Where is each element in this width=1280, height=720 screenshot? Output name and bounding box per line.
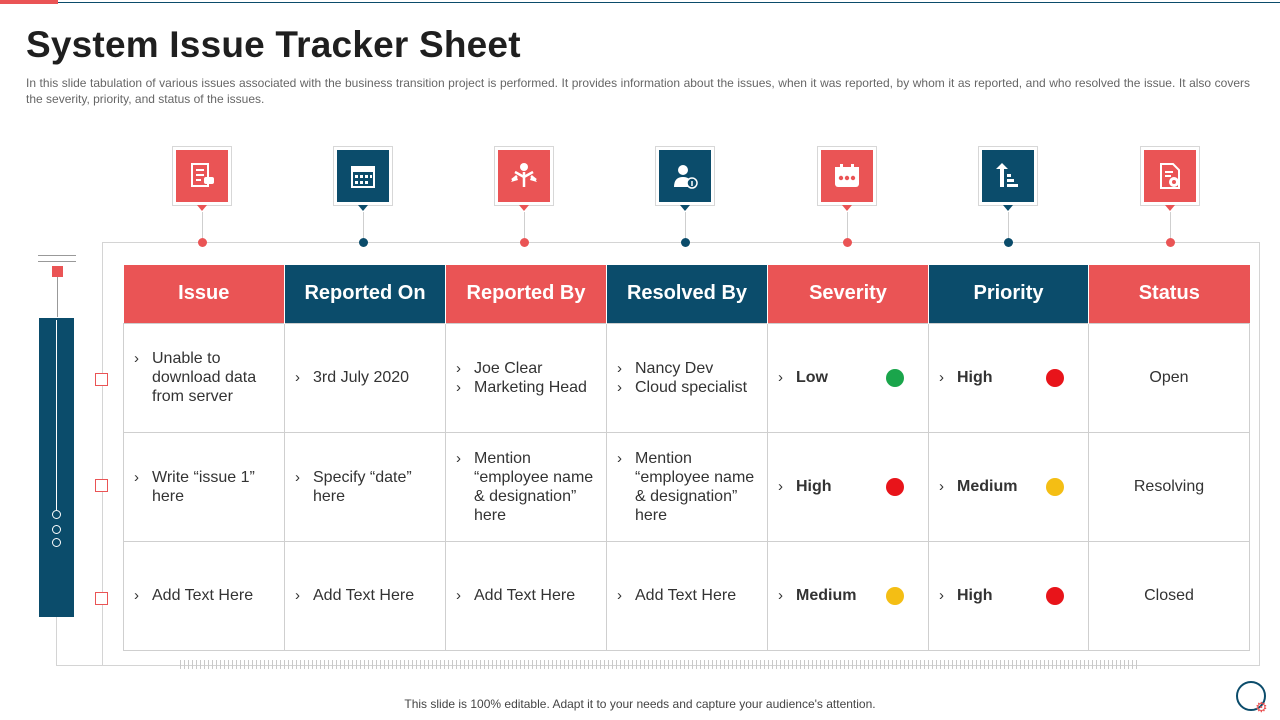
- calendar-dots-icon-tile: [817, 146, 877, 206]
- priority-arrow-icon: [982, 150, 1034, 202]
- bullet-item: [295, 468, 435, 506]
- chevron-right-icon: ›: [134, 468, 139, 486]
- bullet-text: 3rd July 2020: [313, 369, 410, 386]
- cell-resolved-by: [607, 323, 768, 432]
- table-row: [124, 541, 1250, 650]
- chevron-right-icon: ›: [939, 478, 944, 495]
- bullet-item: [456, 378, 596, 397]
- user-info-icon: [659, 150, 711, 202]
- header-status: Status: [1089, 265, 1250, 323]
- bullet-item: [134, 468, 274, 506]
- bullet-item: [134, 349, 274, 406]
- icon-pointer: [519, 205, 529, 211]
- cell-severity: [768, 323, 929, 432]
- chevron-right-icon: ›: [456, 359, 461, 377]
- chevron-right-icon: ›: [456, 378, 461, 396]
- row-checkbox[interactable]: [95, 479, 108, 492]
- icon-pointer: [680, 205, 690, 211]
- cell-reported-on: [285, 323, 446, 432]
- chevron-right-icon: ›: [939, 369, 944, 386]
- cell-resolved-by: [607, 541, 768, 650]
- bullet-text: Mention “employee name & designation” here: [474, 449, 594, 524]
- frame-connector: [56, 617, 57, 665]
- bullet-text: Add Text Here: [635, 587, 737, 604]
- cell-severity: [768, 541, 929, 650]
- bullet-text: Nancy Dev: [635, 359, 714, 377]
- header-priority: Priority: [929, 265, 1089, 323]
- icon-connector: [524, 212, 525, 238]
- chevron-right-icon: ›: [617, 359, 622, 377]
- icon-anchor-dot: [1004, 238, 1013, 247]
- priority-indicator-dot: [1046, 369, 1064, 387]
- cell-status: Resolving: [1089, 432, 1250, 541]
- severity-indicator-dot: [886, 369, 904, 387]
- icon-pointer: [358, 205, 368, 211]
- bullet-text: Mention “employee name & designation” here: [635, 449, 755, 524]
- bullet-item: [456, 449, 596, 525]
- page-title: System Issue Tracker Sheet: [26, 24, 521, 65]
- decor-ruler: [180, 660, 1140, 669]
- priority-label: Medium: [957, 477, 1018, 495]
- icon-anchor-dot: [198, 238, 207, 247]
- cell-status: Closed: [1089, 541, 1250, 650]
- row-checkbox[interactable]: [95, 592, 108, 605]
- severity-label: Low: [796, 368, 828, 386]
- bullet-text: Marketing Head: [474, 378, 587, 396]
- chevron-right-icon: ›: [617, 449, 622, 467]
- document-settings-icon: [1144, 150, 1196, 202]
- gear-icon: ⚙: [1255, 699, 1268, 715]
- severity-indicator-dot: [886, 587, 904, 605]
- checklist-icon-tile: [172, 146, 232, 206]
- severity-label: Medium: [796, 586, 857, 604]
- icon-anchor-dot: [359, 238, 368, 247]
- cell-priority: [929, 323, 1089, 432]
- decor-connector: [57, 277, 58, 317]
- icon-anchor-dot: [843, 238, 852, 247]
- header-resolved-by: Resolved By: [607, 265, 768, 323]
- cell-resolved-by: [607, 432, 768, 541]
- chevron-right-icon: ›: [617, 378, 622, 396]
- person-arrows-icon-tile: [494, 146, 554, 206]
- decor-side-bar-line: [56, 320, 57, 510]
- priority-label: High: [957, 586, 993, 604]
- person-arrows-icon: [498, 150, 550, 202]
- icon-pointer: [1003, 205, 1013, 211]
- icon-anchor-dot: [681, 238, 690, 247]
- chevron-right-icon: ›: [456, 587, 461, 604]
- cell-reported-by: [446, 432, 607, 541]
- priority-arrow-icon-tile: [978, 146, 1038, 206]
- cell-reported-by: [446, 541, 607, 650]
- severity-indicator-dot: [886, 478, 904, 496]
- top-rule: [58, 2, 1280, 3]
- chevron-right-icon: ›: [134, 587, 139, 604]
- cell-reported-by: [446, 323, 607, 432]
- calendar-dots-icon: [821, 150, 873, 202]
- bullet-text: Write “issue 1” here: [152, 468, 255, 505]
- bullet-item: [617, 586, 757, 605]
- header-severity: Severity: [768, 265, 929, 323]
- decor-lines: [38, 255, 76, 262]
- decor-dot: [52, 538, 61, 547]
- priority-indicator-dot: [1046, 587, 1064, 605]
- icon-pointer: [1165, 205, 1175, 211]
- bullet-text: Add Text Here: [474, 587, 576, 604]
- icon-connector: [1170, 212, 1171, 238]
- bullet-item: [456, 359, 596, 378]
- cell-severity: [768, 432, 929, 541]
- icon-connector: [363, 212, 364, 238]
- calendar-icon-tile: [333, 146, 393, 206]
- bullet-item: [295, 368, 435, 387]
- page-subtitle: In this slide tabulation of various issues associated with the business transition project is performed. It provides information about the issues, when it was reported, by whom it as reported, and who resolved the issue. It also covers the severity, priority, and status of the issues.: [26, 76, 1250, 106]
- cell-issue: [124, 323, 285, 432]
- icon-connector: [685, 212, 686, 238]
- icon-connector: [202, 212, 203, 238]
- icon-connector: [1008, 212, 1009, 238]
- bullet-text: Joe Clear: [474, 359, 543, 377]
- decor-square: [52, 266, 63, 277]
- chevron-right-icon: ›: [134, 350, 139, 367]
- icon-connector: [847, 212, 848, 238]
- priority-indicator-dot: [1046, 478, 1064, 496]
- calendar-icon: [337, 150, 389, 202]
- cell-reported-on: [285, 432, 446, 541]
- cell-issue: [124, 432, 285, 541]
- footer-note: This slide is 100% editable. Adapt it to your needs and capture your audience's attention.: [404, 697, 876, 711]
- decor-dot: [52, 510, 61, 519]
- document-settings-icon-tile: [1140, 146, 1200, 206]
- table-row: [124, 432, 1250, 541]
- row-checkbox[interactable]: [95, 373, 108, 386]
- chevron-right-icon: ›: [617, 587, 622, 604]
- severity-label: High: [796, 477, 832, 495]
- cell-reported-on: [285, 541, 446, 650]
- bullet-item: [617, 378, 757, 397]
- top-accent-bar: [0, 0, 58, 4]
- checklist-icon: [176, 150, 228, 202]
- table-row: [124, 323, 1250, 432]
- bullet-item: [617, 449, 757, 525]
- frame-connector: [56, 665, 104, 666]
- chevron-right-icon: ›: [295, 468, 300, 486]
- bullet-text: Unable to download data from server: [152, 350, 257, 405]
- icon-anchor-dot: [520, 238, 529, 247]
- user-info-icon-tile: [655, 146, 715, 206]
- bullet-item: [456, 586, 596, 605]
- decor-dot: [52, 525, 61, 534]
- header-issue: Issue: [124, 265, 285, 323]
- bullet-text: Specify “date” here: [313, 468, 412, 505]
- bullet-text: Add Text Here: [313, 587, 415, 604]
- icon-anchor-dot: [1166, 238, 1175, 247]
- chevron-right-icon: ›: [939, 587, 944, 604]
- table-header-row: [124, 265, 1250, 323]
- icon-pointer: [197, 205, 207, 211]
- issue-table: [123, 265, 1250, 651]
- bullet-item: [295, 586, 435, 605]
- header-reported-on: Reported On: [285, 265, 446, 323]
- icon-pointer: [842, 205, 852, 211]
- chevron-right-icon: ›: [778, 369, 783, 386]
- cell-priority: [929, 541, 1089, 650]
- cell-status: Open: [1089, 323, 1250, 432]
- bullet-text: Add Text Here: [152, 587, 254, 604]
- cell-issue: [124, 541, 285, 650]
- cell-priority: [929, 432, 1089, 541]
- chevron-right-icon: ›: [778, 478, 783, 495]
- chevron-right-icon: ›: [295, 369, 300, 386]
- bullet-item: [617, 359, 757, 378]
- priority-label: High: [957, 368, 993, 386]
- bullet-text: Cloud specialist: [635, 378, 748, 396]
- chevron-right-icon: ›: [456, 449, 461, 467]
- bullet-item: [134, 586, 274, 605]
- header-reported-by: Reported By: [446, 265, 607, 323]
- chevron-right-icon: ›: [295, 587, 300, 604]
- chevron-right-icon: ›: [778, 587, 783, 604]
